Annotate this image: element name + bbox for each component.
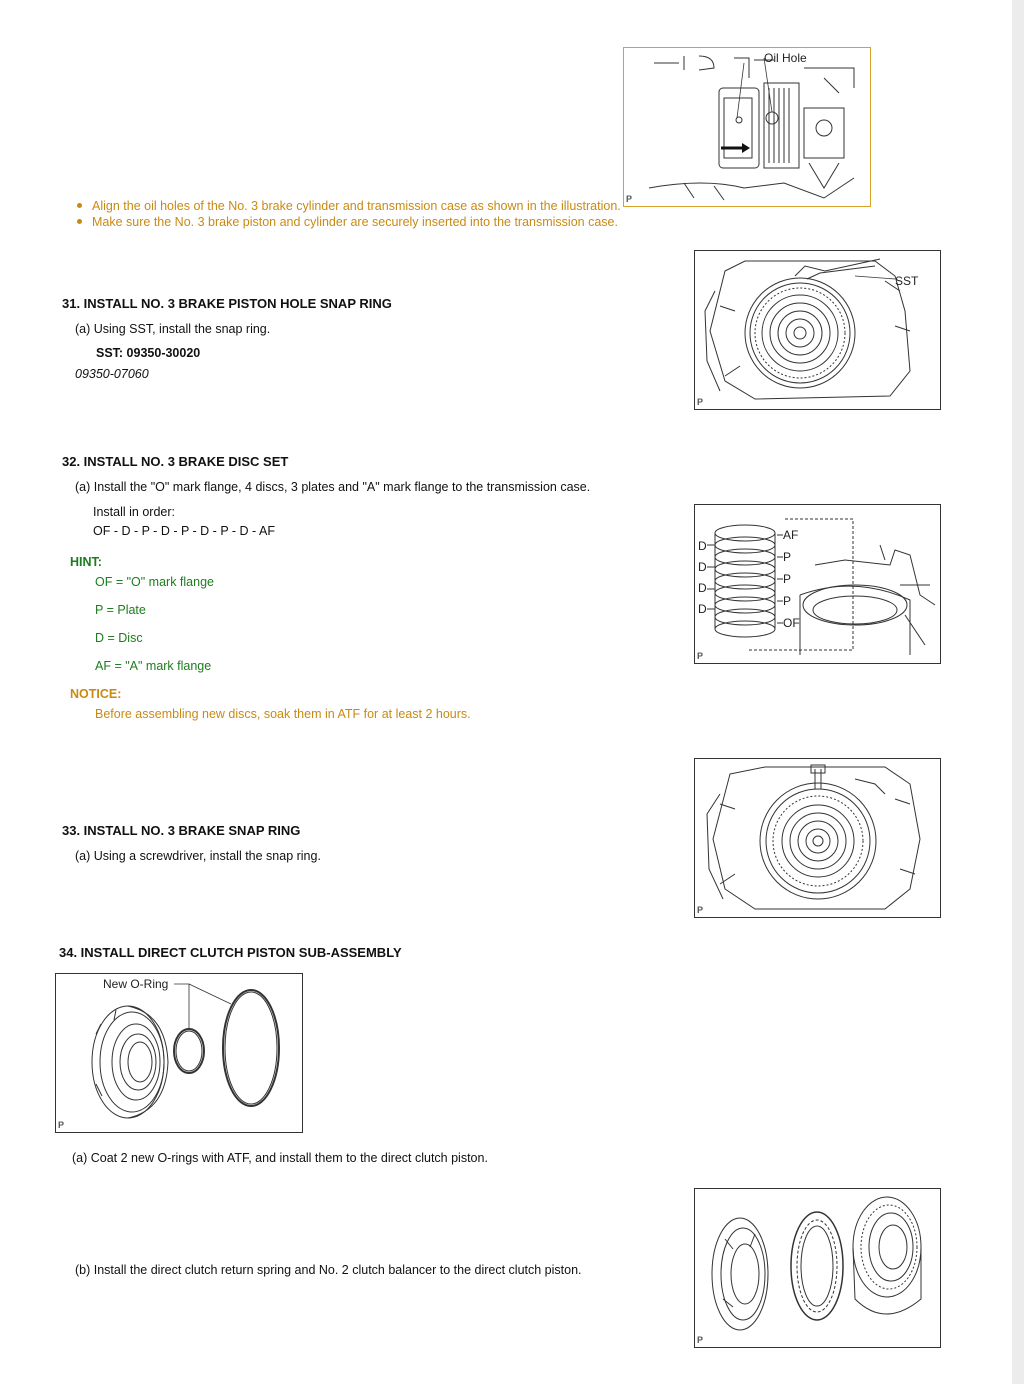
figure-corner-p: P bbox=[697, 651, 704, 661]
figure-corner-p: P bbox=[58, 1120, 65, 1130]
install-order-label: Install in order: bbox=[93, 505, 175, 519]
step-33a-text: (a) Using a screwdriver, install the snap ring. bbox=[75, 849, 321, 863]
intro-bullet-list bbox=[76, 198, 621, 230]
o-ring-callout: New O-Ring bbox=[103, 977, 169, 991]
figure-corner-p: P bbox=[697, 1335, 704, 1345]
disc-label-d: D bbox=[698, 539, 707, 553]
step-31a-text: (a) Using SST, install the snap ring. bbox=[75, 322, 271, 336]
disc-label-p: P bbox=[783, 550, 792, 564]
disc-label-of: OF bbox=[783, 616, 800, 630]
sst-illustration bbox=[695, 251, 940, 409]
notice-text: Before assembling new discs, soak them in ATF for at least 2 hours. bbox=[95, 707, 471, 721]
oil-hole-callout: Oil Hole bbox=[764, 51, 807, 65]
figure-corner-p: P bbox=[697, 905, 704, 915]
disc-label-d: D bbox=[698, 602, 707, 616]
step-31-sst-number: SST: 09350-30020 bbox=[96, 346, 201, 360]
o-ring-figure bbox=[55, 973, 303, 1133]
snap-ring-illustration bbox=[695, 759, 940, 917]
hint-item: P = Plate bbox=[95, 603, 146, 617]
step-34-heading: 34. INSTALL DIRECT CLUTCH PISTON SUB-ASSEMBLY bbox=[59, 945, 402, 960]
notice-label: NOTICE: bbox=[70, 687, 122, 701]
figure-corner-p: P bbox=[697, 397, 704, 407]
step-31-sst-number-alt: 09350-07060 bbox=[75, 367, 149, 381]
step-33-heading: 33. INSTALL NO. 3 BRAKE SNAP RING bbox=[62, 823, 301, 838]
hint-item: AF = "A" mark flange bbox=[95, 659, 212, 673]
spring-balancer-illustration bbox=[695, 1189, 940, 1347]
step-32-heading: 32. INSTALL NO. 3 BRAKE DISC SET bbox=[62, 454, 289, 469]
disc-set-figure bbox=[694, 504, 941, 664]
disc-label-d: D bbox=[698, 581, 707, 595]
intro-bullet: Align the oil holes of the No. 3 brake cylinder and transmission case as shown in the illustration. bbox=[76, 198, 621, 214]
disc-set-illustration bbox=[695, 505, 940, 663]
hint-label: HINT: bbox=[70, 555, 102, 569]
step-34b-text: (b) Install the direct clutch return spring and No. 2 clutch balancer to the direct clutch piston. bbox=[75, 1263, 582, 1277]
step-31-heading: 31. INSTALL NO. 3 BRAKE PISTON HOLE SNAP RING bbox=[62, 296, 392, 311]
sst-figure bbox=[694, 250, 941, 410]
disc-label-d: D bbox=[698, 560, 707, 574]
intro-bullet: Make sure the No. 3 brake piston and cylinder are securely inserted into the transmission case. bbox=[76, 214, 621, 230]
disc-label-af: AF bbox=[783, 528, 799, 542]
sst-callout: SST bbox=[895, 274, 919, 288]
snap-ring-figure bbox=[694, 758, 941, 918]
hint-item: OF = "O" mark flange bbox=[95, 575, 214, 589]
oil-hole-figure bbox=[623, 47, 871, 207]
disc-label-p: P bbox=[783, 572, 792, 586]
oil-hole-illustration bbox=[624, 48, 870, 206]
install-order-sequence: OF - D - P - D - P - D - P - D - AF bbox=[93, 524, 275, 538]
hint-item: D = Disc bbox=[95, 631, 143, 645]
disc-label-p: P bbox=[783, 594, 792, 608]
spring-balancer-figure bbox=[694, 1188, 941, 1348]
figure-corner-p: P bbox=[626, 194, 633, 204]
step-32a-text: (a) Install the "O" mark flange, 4 discs, 3 plates and "A" mark flange to the transmission case. bbox=[75, 480, 591, 494]
page-edge bbox=[1012, 0, 1024, 1384]
o-ring-illustration bbox=[56, 974, 302, 1132]
step-34a-text: (a) Coat 2 new O-rings with ATF, and install them to the direct clutch piston. bbox=[72, 1151, 488, 1165]
